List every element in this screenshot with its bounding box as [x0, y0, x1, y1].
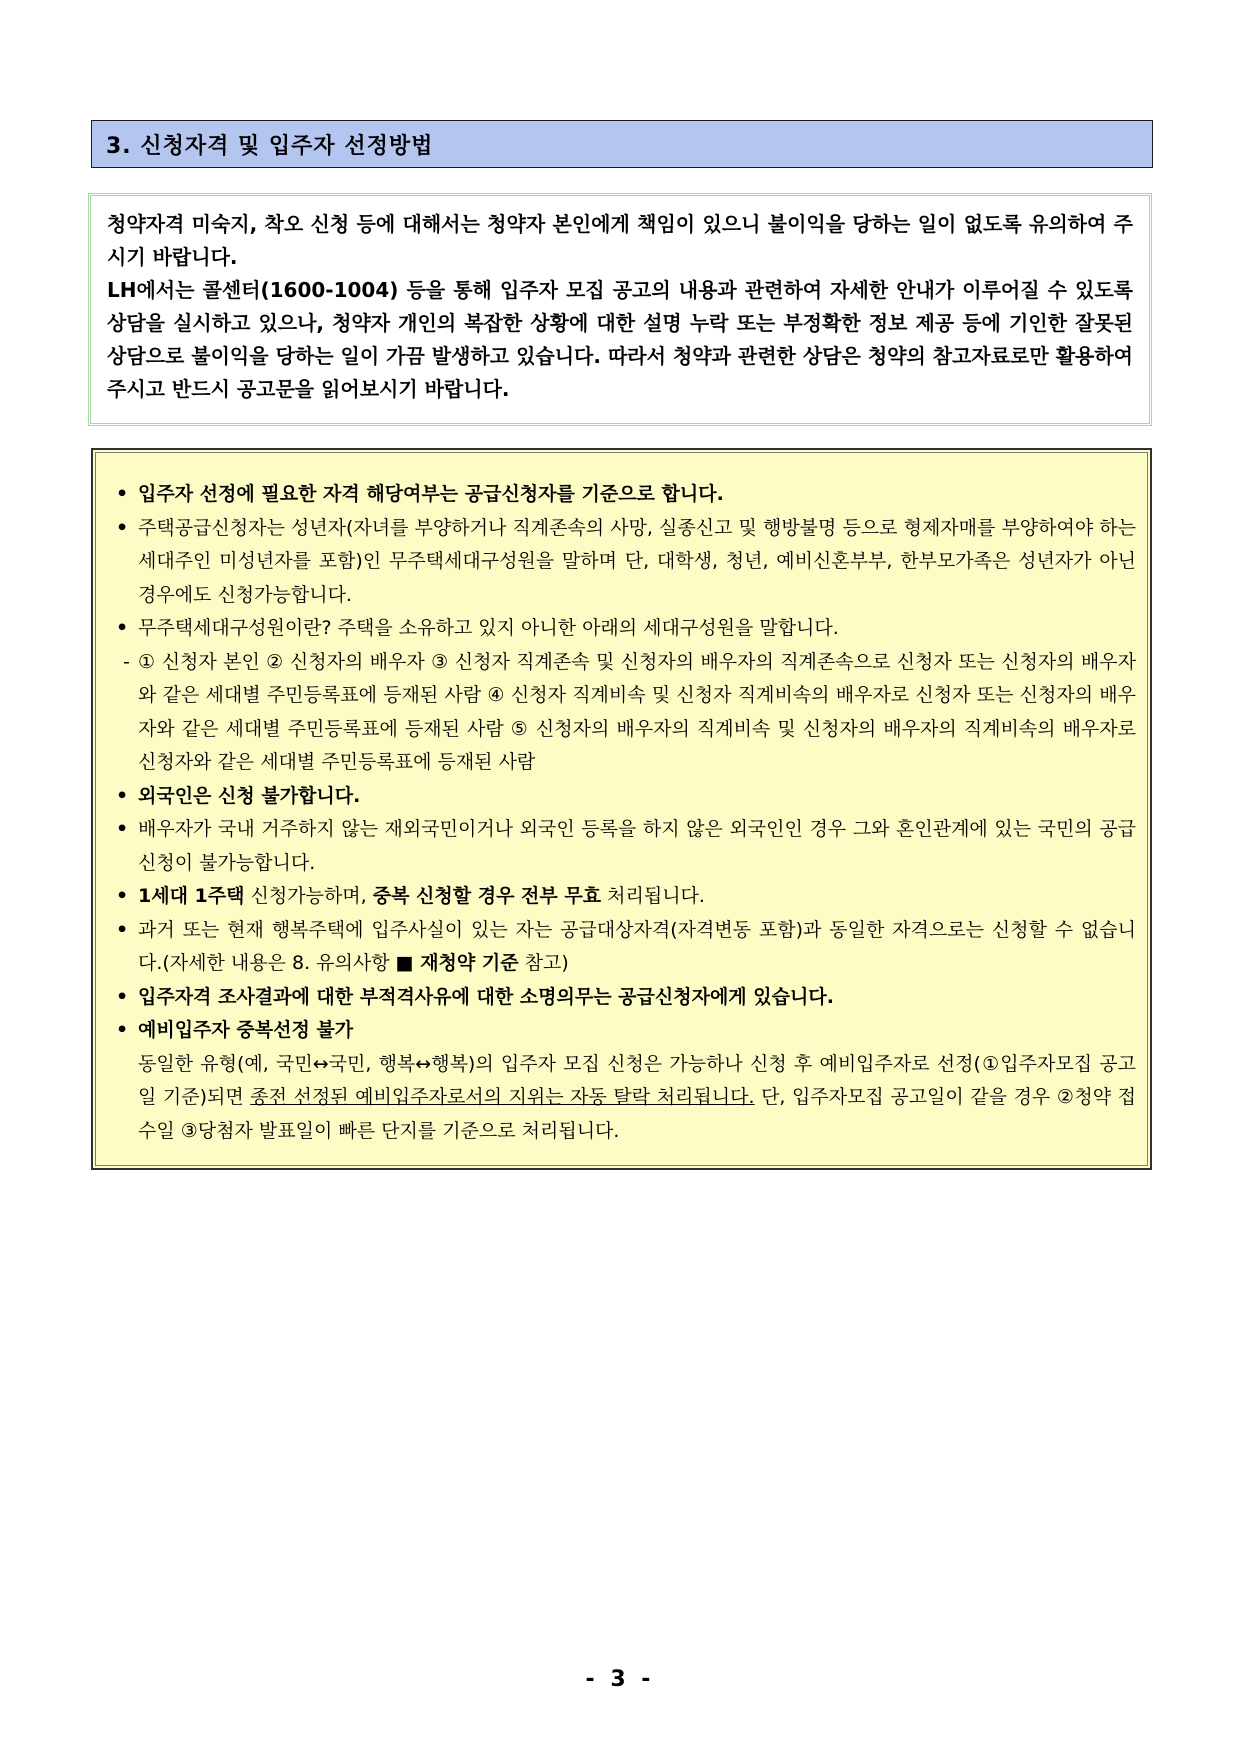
item-text: 주택공급신청자는 성년자(자녀를 부양하거나 직계존속의 사망, 실종신고 및 행방불명 등으로 형제자매를 부양하여야 하는 세대주인 미성년자를 포함)인 무주택세대구성원을 말하며 단, 대학생, 청년, 예비신혼부부, 한부모가족은 성년자가 아닌 경우에도 신청가능합니다. — [138, 516, 1136, 606]
item-text: 처리됩니다. — [601, 885, 705, 907]
list-item — [107, 612, 1136, 646]
section-title: 3. 신청자격 및 입주자 선정방법 — [106, 133, 434, 159]
item-text: 입주자 선정에 필요한 자격 해당여부는 공급신청자를 기준으로 합니다. — [138, 483, 724, 505]
bullet: • — [116, 1019, 129, 1041]
list-item — [107, 1014, 1136, 1048]
page-number: - 3 - — [585, 1667, 655, 1692]
bullet: • — [116, 516, 129, 539]
list-item-detail — [107, 1048, 1136, 1149]
eligibility-box — [91, 448, 1152, 1170]
bullet: • — [116, 818, 129, 840]
list-item — [107, 880, 1136, 914]
list-item — [107, 780, 1136, 814]
section-header — [91, 120, 1153, 168]
list-item — [107, 813, 1136, 880]
item-text: 외국인은 신청 불가합니다. — [138, 784, 361, 807]
list-item — [107, 646, 1136, 780]
item-text: 과거 또는 현재 행복주택에 입주사실이 있는 자는 공급대상자격(자격변동 포함)과 동일한 자격으로는 신청할 수 없습니다.(자세한 내용은 8. 유의사항 — [138, 918, 1136, 974]
notice-box — [88, 193, 1152, 426]
list-item — [107, 914, 1136, 981]
bullet: • — [116, 985, 129, 1008]
dash: - — [123, 650, 130, 673]
item-text-underlined: 종전 선정된 예비입주자로서의 지위는 자동 탈락 처리됩니다. — [250, 1086, 755, 1108]
bullet: • — [116, 483, 129, 505]
bullet: • — [116, 885, 129, 907]
item-text: 예비입주자 중복선정 불가 — [138, 1019, 354, 1041]
list-item — [107, 981, 1136, 1015]
item-text-bold: 1세대 1주택 — [138, 885, 245, 907]
bullet: • — [116, 918, 129, 941]
notice-paragraph-2: LH에서는 콜센터(1600-1004) 등을 통해 입주자 모집 공고의 내용과 관련하여 자세한 안내가 이루어질 수 있도록 상담을 실시하고 있으나, 청약자 개인의 복잡한 상황에 대한 설명 누락 또는 부정확한 정보 제공 등에 기인한 잘못된 상담으로 불이익을 당하는 일이 가끔 발생하고 있습니다. 따라서 청약과 관련한 상담은 청약의 참고자료로만 활용하여 주시고 반드시 공고문을 읽어보시기 바랍니다. — [107, 278, 1133, 401]
item-text: ① 신청자 본인 ② 신청자의 배우자 ③ 신청자 직계존속 및 신청자의 배우자의 직계존속으로 신청자 또는 신청자의 배우자와 같은 세대별 주민등록표에 등재된 사람 ④ 신청자 직계비속 및 신청자 직계비속의 배우자로 신청자 또는 신청자의 배우자와 같은 세대별 주민등록표에 등재된 사람 ⑤ 신청자의 배우자의 직계비속 및 신청자의 배우자의 직계비속의 배우자로 신청자와 같은 세대별 주민등록표에 등재된 사람 — [138, 650, 1136, 773]
item-text: 신청가능하며, — [244, 885, 373, 907]
item-text: 무주택세대구성원이란? 주택을 소유하고 있지 아니한 아래의 세대구성원을 말합니다. — [138, 617, 839, 639]
item-text: 단, 입주자모집 공고일이 같을 경우 ②청약 접수일 ③당첨자 발표일이 빠른 단지를 기준으로 처리됩니다. — [138, 1086, 1136, 1142]
item-text: 배우자가 국내 거주하지 않는 재외국민이거나 외국인 등록을 하지 않은 외국인인 경우 그와 혼인관계에 있는 국민의 공급 신청이 불가능합니다. — [138, 818, 1136, 874]
bullet: • — [116, 617, 129, 639]
item-text-bold: ■ 재청약 기준 — [395, 952, 519, 974]
notice-paragraph-1: 청약자격 미숙지, 착오 신청 등에 대해서는 청약자 본인에게 책임이 있으니 불이익을 당하는 일이 없도록 유의하여 주시기 바랍니다. — [107, 212, 1133, 269]
item-text: 동일한 유형(예, 국민↔국민, 행복↔행복)의 입주자 모집 신청은 가능하나 신청 후 예비입주자로 선정(①입주자모집 공고일 기준)되면 — [138, 1052, 1136, 1108]
item-text: 참고) — [518, 952, 569, 974]
list-item — [107, 478, 1136, 512]
bullet: • — [116, 784, 129, 807]
item-text-bold: 중복 신청할 경우 전부 무효 — [372, 885, 602, 907]
item-text: 입주자격 조사결과에 대한 부적격사유에 대한 소명의무는 공급신청자에게 있습니다. — [138, 985, 834, 1008]
list-item — [107, 512, 1136, 613]
